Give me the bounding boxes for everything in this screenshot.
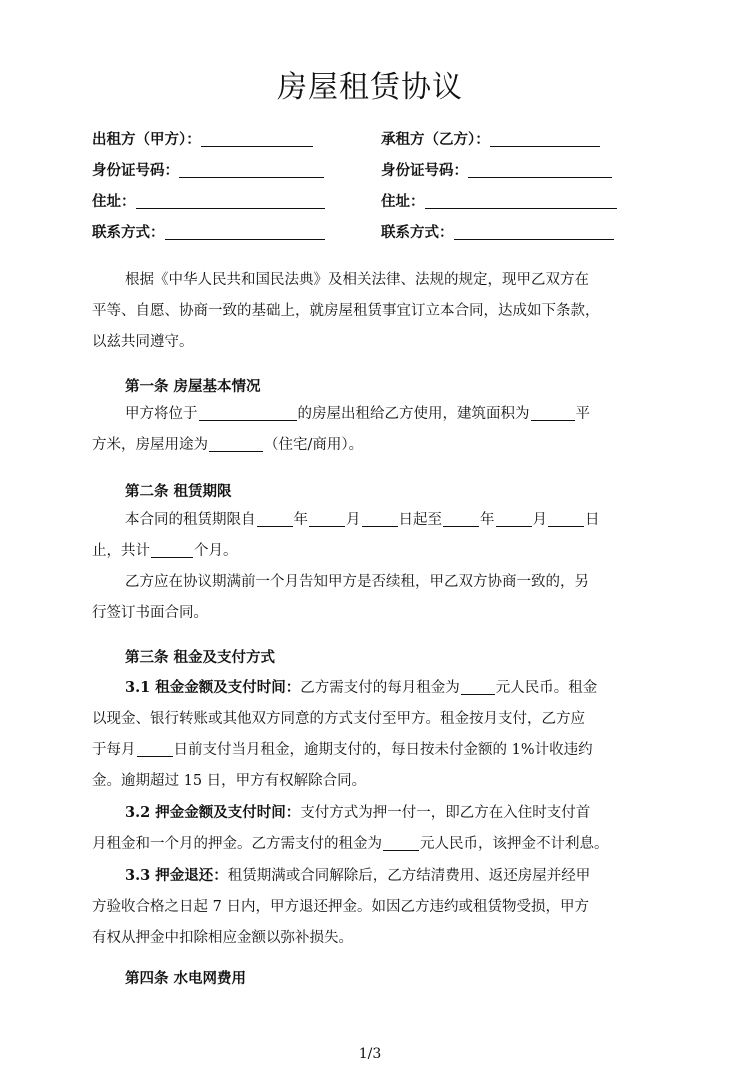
lessee-contact-field — [381, 221, 614, 242]
end-month-blank — [496, 512, 532, 527]
location-blank — [199, 406, 297, 421]
start-year-blank — [257, 512, 293, 527]
lessee-blank — [490, 132, 600, 147]
payment-day-blank — [137, 742, 173, 757]
clause-3-3-line-1: 3.3 押金退还：租赁期满或合同解除后，乙方结清费用、返还房屋并经甲 — [125, 867, 591, 884]
months-blank — [151, 543, 193, 558]
lessor-address-field — [92, 190, 325, 211]
clause-3-3-line-3: 有权从押金中扣除相应金额以弥补损失。 — [92, 930, 353, 946]
lessee-label: 承租方（乙方）： — [381, 131, 490, 148]
article-1-body — [92, 399, 662, 461]
page-number: 1/3 — [358, 1046, 382, 1062]
clause-3-2-line-2: 月租金和一个月的押金。乙方需支付的租金为 元人民币，该押金不计利息。 — [92, 836, 609, 852]
intro-line-1: 根据《中华人民共和国民法典》及相关法律、法规的规定，现甲乙双方在 — [125, 272, 589, 288]
intro-line-3: 以兹共同遵守。 — [92, 334, 194, 350]
intro-line-2: 平等、自愿、协商一致的基础上，就房屋租赁事宜订立本合同，达成如下条款， — [92, 303, 600, 319]
article-3-body — [92, 672, 662, 954]
deposit-amount-blank — [383, 836, 419, 851]
lessor-contact-field — [92, 221, 325, 242]
article-2-line-1: 本合同的租赁期限自 年 月 日起至 年 月 日 — [125, 512, 600, 528]
lessor-label: 出租方（甲方）： — [92, 131, 201, 148]
lessor-field — [92, 128, 313, 149]
lessee-id-field — [381, 159, 612, 180]
lessor-address-label: 住址： — [92, 193, 136, 210]
lessor-contact-label: 联系方式： — [92, 224, 165, 241]
lessee-id-label: 身份证号码： — [381, 162, 468, 179]
lessor-id-blank — [179, 163, 324, 178]
article-2-renew-line-1: 乙方应在协议期满前一个月告知甲方是否续租，甲乙双方协商一致的，另 — [125, 574, 589, 590]
clause-3-1-line-4: 金。逾期超过 15 日，甲方有权解除合同。 — [92, 773, 367, 789]
article-2-body — [92, 505, 662, 629]
lessee-address-field — [381, 190, 617, 211]
page-title: 房屋租赁协议 — [277, 70, 463, 105]
article-2-line-2: 止，共计 个月。 — [92, 543, 238, 559]
lessee-address-label: 住址： — [381, 193, 425, 210]
lessor-blank — [201, 132, 313, 147]
article-3-heading: 第三条 租金及支付方式 — [125, 649, 276, 666]
article-1-line-2: 方米，房屋用途为 （住宅/商用）。 — [92, 437, 364, 453]
lessor-id-field — [92, 159, 324, 180]
article-1-line-1: 甲方将位于 的房屋出租给乙方使用，建筑面积为 平 — [125, 406, 590, 422]
clause-3-2-line-1: 3.2 押金金额及支付时间：支付方式为押一付一，即乙方在入住时支付首 — [125, 804, 591, 821]
article-2-renew-line-2: 行签订书面合同。 — [92, 605, 208, 621]
article-4-heading: 第四条 水电网费用 — [125, 970, 247, 987]
start-day-blank — [362, 512, 398, 527]
lessor-id-label: 身份证号码： — [92, 162, 179, 179]
lessor-address-blank — [136, 194, 325, 209]
end-day-blank — [548, 512, 584, 527]
article-2-heading: 第二条 租赁期限 — [125, 483, 232, 500]
end-year-blank — [443, 512, 479, 527]
clause-3-1-line-3: 于每月 日前支付当月租金，逾期支付的，每日按未付金额的 1%计收违约 — [92, 742, 593, 758]
lessee-contact-blank — [454, 225, 614, 240]
lessor-contact-blank — [165, 225, 325, 240]
area-blank — [531, 406, 575, 421]
lessee-address-blank — [425, 194, 617, 209]
clause-3-1-line-1: 3.1 租金金额及支付时间：乙方需支付的每月租金为 元人民币。租金 — [125, 679, 598, 696]
monthly-rent-blank — [461, 680, 495, 695]
usage-blank — [209, 437, 263, 452]
lessee-contact-label: 联系方式： — [381, 224, 454, 241]
clause-3-1-line-2: 以现金、银行转账或其他双方同意的方式支付至甲方。租金按月支付，乙方应 — [92, 711, 585, 727]
article-1-heading: 第一条 房屋基本情况 — [125, 378, 261, 395]
lessee-id-blank — [468, 163, 612, 178]
clause-3-3-line-2: 方验收合格之日起 7 日内，甲方退还押金。如因乙方违约或租赁物受损，甲方 — [92, 899, 589, 915]
lessee-field — [381, 128, 600, 149]
start-month-blank — [309, 512, 345, 527]
intro-paragraph — [92, 265, 662, 358]
